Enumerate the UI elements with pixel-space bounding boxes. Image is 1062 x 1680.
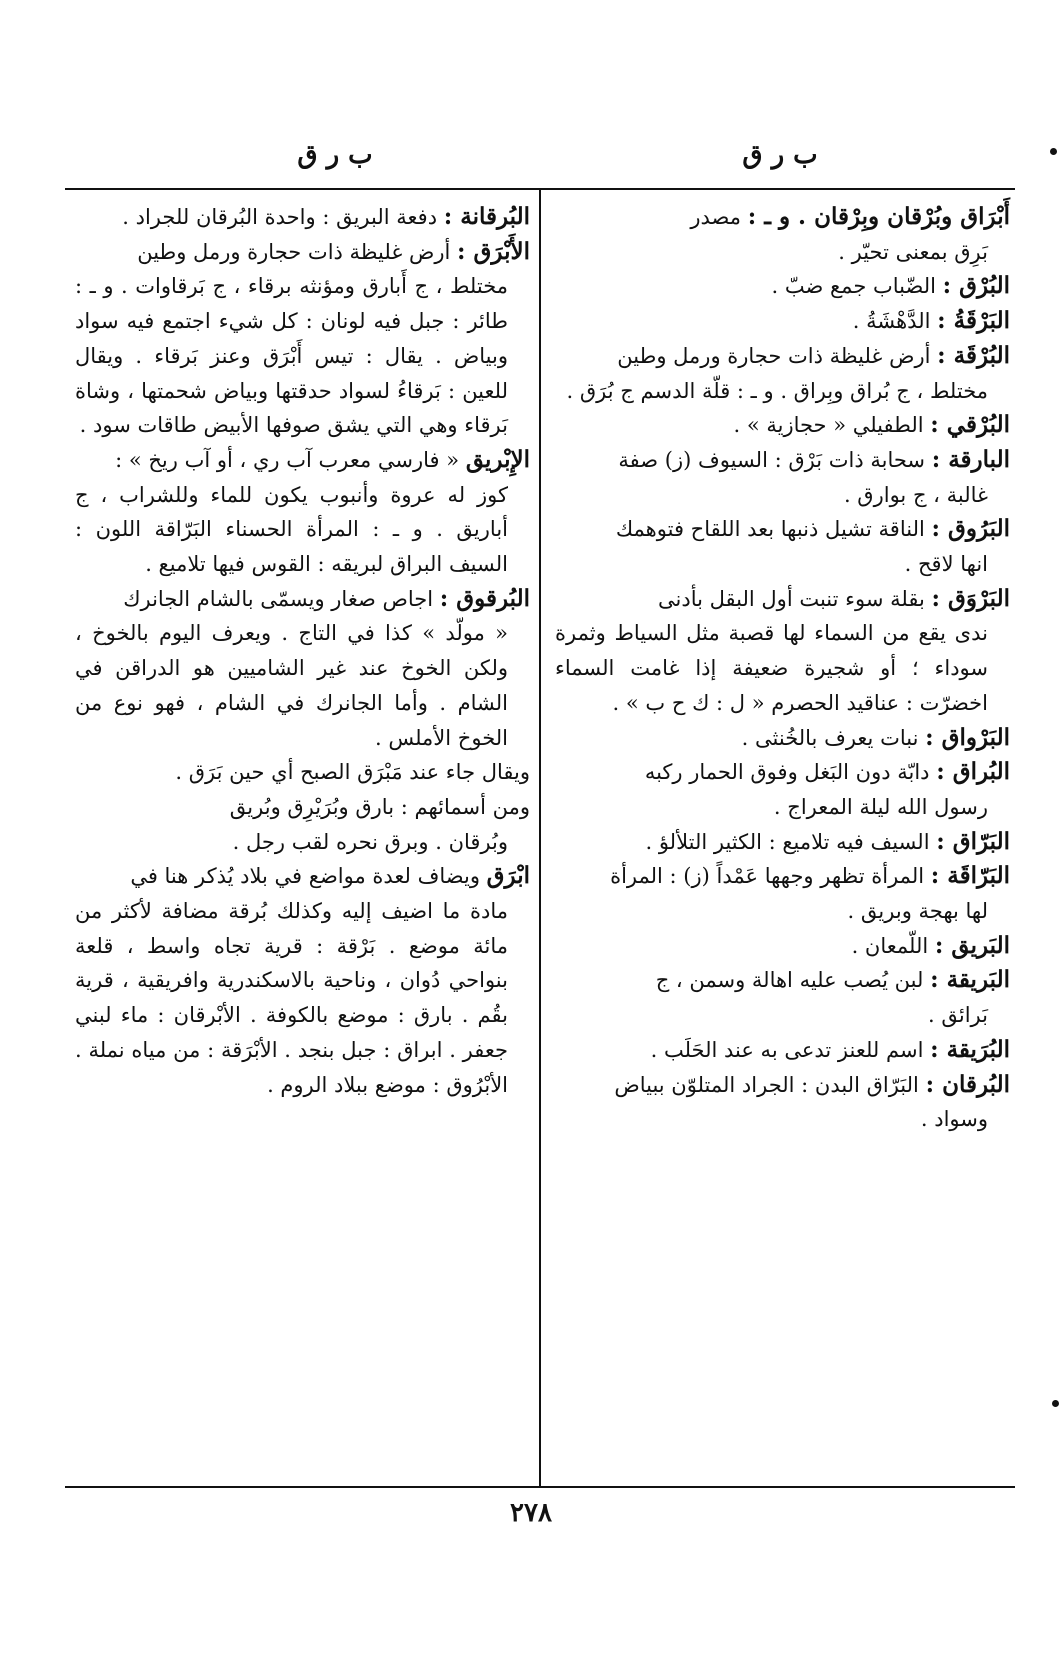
entry-continuation: « مولّد » كذا في التاج . ويعرف اليوم بالخوخ ، ولكن الخوخ عند غير الشاميين هو الدراقن في الشام . وأما الجانرك في الشام ، فهو نوع من الخوخ الأملس . [75, 621, 508, 750]
entry-definition: دفعة البريق : واحدة البُرقان للجراد . [122, 205, 438, 229]
dictionary-entry [555, 304, 1010, 339]
entry-continuation: رسول الله ليلة المعراج . [773, 794, 988, 819]
entry-definition: المرأة تظهر وجهها عَمْداً (ز) : المرأة [610, 864, 925, 889]
entry-headword: البَريق : [934, 931, 1010, 959]
entry-continuation: لها بهجة وبريق . [847, 899, 988, 924]
entry-continuation: وبُرقان . وبرق نحره لقب رجل . [232, 829, 508, 854]
entry-headword: البارقة : [931, 445, 1010, 473]
page-number: ٢٧٨ [510, 1498, 552, 1528]
dictionary-entry [555, 859, 1010, 928]
entry-headword: ابْرَق [486, 862, 530, 890]
entry-headword: البُرَيقة : [930, 1035, 1010, 1063]
entry-continuation: غالبة ، ج بوارق . [843, 482, 988, 507]
dictionary-entry [75, 443, 530, 582]
entry-definition: ومن أسمائهم : بارق وبُرَيْرِق وبُريق [229, 794, 530, 819]
dictionary-entry [75, 790, 530, 859]
entry-definition: نبات يعرف بالخُنثى . [741, 725, 919, 750]
dictionary-entry [75, 200, 530, 235]
dictionary-entry [555, 408, 1010, 443]
dictionary-entry [75, 582, 530, 756]
entry-headword: البُرقوق : [439, 584, 530, 612]
entry-definition: الناقة تشيل ذنبها بعد اللقاح فتوهمك [615, 517, 925, 542]
entry-definition: أرض غليظة ذات حجارة ورمل وطين [617, 343, 931, 368]
entry-headword: أَبْرَاق وبُرْقان وبِرْقان . و ـ : [747, 203, 1010, 230]
dictionary-entry [555, 755, 1010, 824]
dictionary-entry [555, 443, 1010, 512]
margin-mark [1052, 1400, 1059, 1407]
entry-continuation: مادة ما اضيف إليه وكذلك بُرقة مضافة لأكثر من مائة موضع . بَرْقة : قرية تجاه واسط ، قلعة بنواحي دُوان ، وناحية بالاسكندرية وافريقية ، قرية بقُم . بارق : موضع بالكوفة . الأبْرقان : ماء لبني جعفر . ابراق : جبل بنجد . الأبْرَقة : من مياه نملة . الأبْرُوق : موضع ببلاد الروم . [75, 899, 508, 1097]
dictionary-entry [555, 339, 1010, 408]
entry-definition: أرض غليظة ذات حجارة ورمل وطين [137, 239, 451, 264]
entry-headword: البَرْقَةُ : [937, 307, 1010, 335]
entry-headword: الأَبْرَق : [457, 237, 530, 265]
dictionary-entry [75, 755, 530, 790]
entry-definition: مصدر [690, 205, 742, 229]
entry-headword: البَرّاقَة : [930, 862, 1010, 890]
dictionary-entry [555, 1068, 1010, 1137]
dictionary-entry [75, 859, 530, 1102]
dictionary-entry [555, 269, 1010, 304]
entry-headword: البَرْواق : [925, 723, 1010, 751]
entry-continuation: انها لاقح . [904, 552, 988, 577]
entry-continuation: مختلط ، ج بُراق وبِراق . و ـ : قلّة الدسم ج بُرَق . [566, 378, 988, 403]
entry-definition: الطفيلي « حجازية » . [733, 413, 924, 438]
entry-continuation: كوز له عروة وأنبوب يكون للماء وللشراب ، ج أباريق . و ـ : المرأة الحسناء البَرّاقة اللون : السيف البراق لبريقه : القوس فيها تلاميع . [75, 482, 508, 577]
entry-continuation: مختلط ، ج أَبارق ومؤنثه برقاء ، ج بَرقاوات . و ـ : طائر : جبل فيه لونان : كل شيء اجتمع فيه سواد وبياض . يقال : تيس أَبْرَق وعنز بَرقاء . ويقال للعين : بَرقاءُ لسواد حدقتها وبياض شحمتها ، وشاة بَرقاء وهي التي يشق صوفها الأبيض طاقات سود . [75, 274, 508, 438]
entry-headword: البَرُوق : [931, 515, 1010, 543]
entry-headword: البُرْق : [942, 272, 1010, 300]
dictionary-entry [555, 825, 1010, 860]
column-divider [539, 190, 541, 1486]
entry-headword: البُرقانة : [443, 203, 530, 230]
entry-definition: الدَّهْشَةُ . [852, 309, 931, 334]
margin-mark [1050, 148, 1057, 155]
bottom-rule [65, 1486, 1015, 1488]
entry-definition: « فارسي معرب آب ري ، أو آب ريخ » : [115, 447, 460, 472]
dictionary-entry [555, 963, 1010, 1032]
entry-continuation: بَرائق . [928, 1003, 988, 1028]
dictionary-entry [75, 235, 530, 443]
right-column [555, 200, 1010, 1480]
entry-definition: اجاص صغار ويسمّى بالشام الجانرك [123, 586, 434, 611]
entry-definition: لبن يُصب عليه اهالة وسمن ، ج [655, 968, 924, 993]
entry-headword: البُراق : [936, 758, 1010, 786]
entry-headword: البَريقة : [930, 966, 1010, 994]
entry-definition: السيف فيه تلاميع : الكثير التلألؤ . [645, 829, 930, 854]
entry-headword: البُرقان : [925, 1070, 1010, 1098]
entry-definition: اسم للعنز تدعى به عند الحَلَب . [650, 1037, 924, 1062]
entry-headword: البَرْوَق : [931, 584, 1010, 612]
dictionary-entry [555, 512, 1010, 581]
entry-headword: البُرْقَة : [937, 341, 1010, 369]
entry-definition: سحابة ذات بَرْق : السيوف (ز) صفة [618, 447, 926, 472]
entry-continuation: بَرِق بمعنى تحيّر . [838, 239, 988, 264]
dictionary-entry [555, 582, 1010, 721]
entry-definition: اللّمعان . [851, 933, 929, 958]
entry-continuation: ندى يقع من السماء لها قصبة مثل السياط وثمرة سوداء ؛ أو شجيرة ضعيفة إذا غامت السماء اخضرّت : عناقيد الحصرم « ل : ك ح ب » . [555, 621, 988, 715]
entry-definition: ويضاف لعدة مواضع في بلاد يُذكر هنا في [130, 864, 480, 889]
entry-headword: الإِبْريق [465, 445, 530, 473]
dictionary-entry [555, 721, 1010, 756]
entry-headword: البَرّاق : [936, 827, 1010, 855]
dictionary-entry [555, 1033, 1010, 1068]
entry-headword: البُرْقي : [930, 411, 1010, 439]
right-column-header: ب ر ق [742, 140, 818, 170]
entry-definition: البَرّاق البدن : الجراد المتلوّن ببياض [614, 1072, 919, 1097]
left-column-header: ب ر ق [297, 140, 373, 170]
entry-definition: الضّباب جمع ضبّ . [771, 274, 936, 299]
dictionary-entry [555, 200, 1010, 269]
entry-definition: ويقال جاء عند مَبْرَق الصبح أي حين بَرَق . [175, 760, 530, 785]
entry-definition: دابّة دون البَغل وفوق الحمار ركبه [644, 760, 930, 785]
dictionary-entry [555, 929, 1010, 964]
left-column [75, 200, 530, 1480]
entry-definition: بقلة سوء تنبت أول البقل بأدنى [658, 586, 925, 611]
entry-continuation: وسواد . [920, 1107, 988, 1132]
